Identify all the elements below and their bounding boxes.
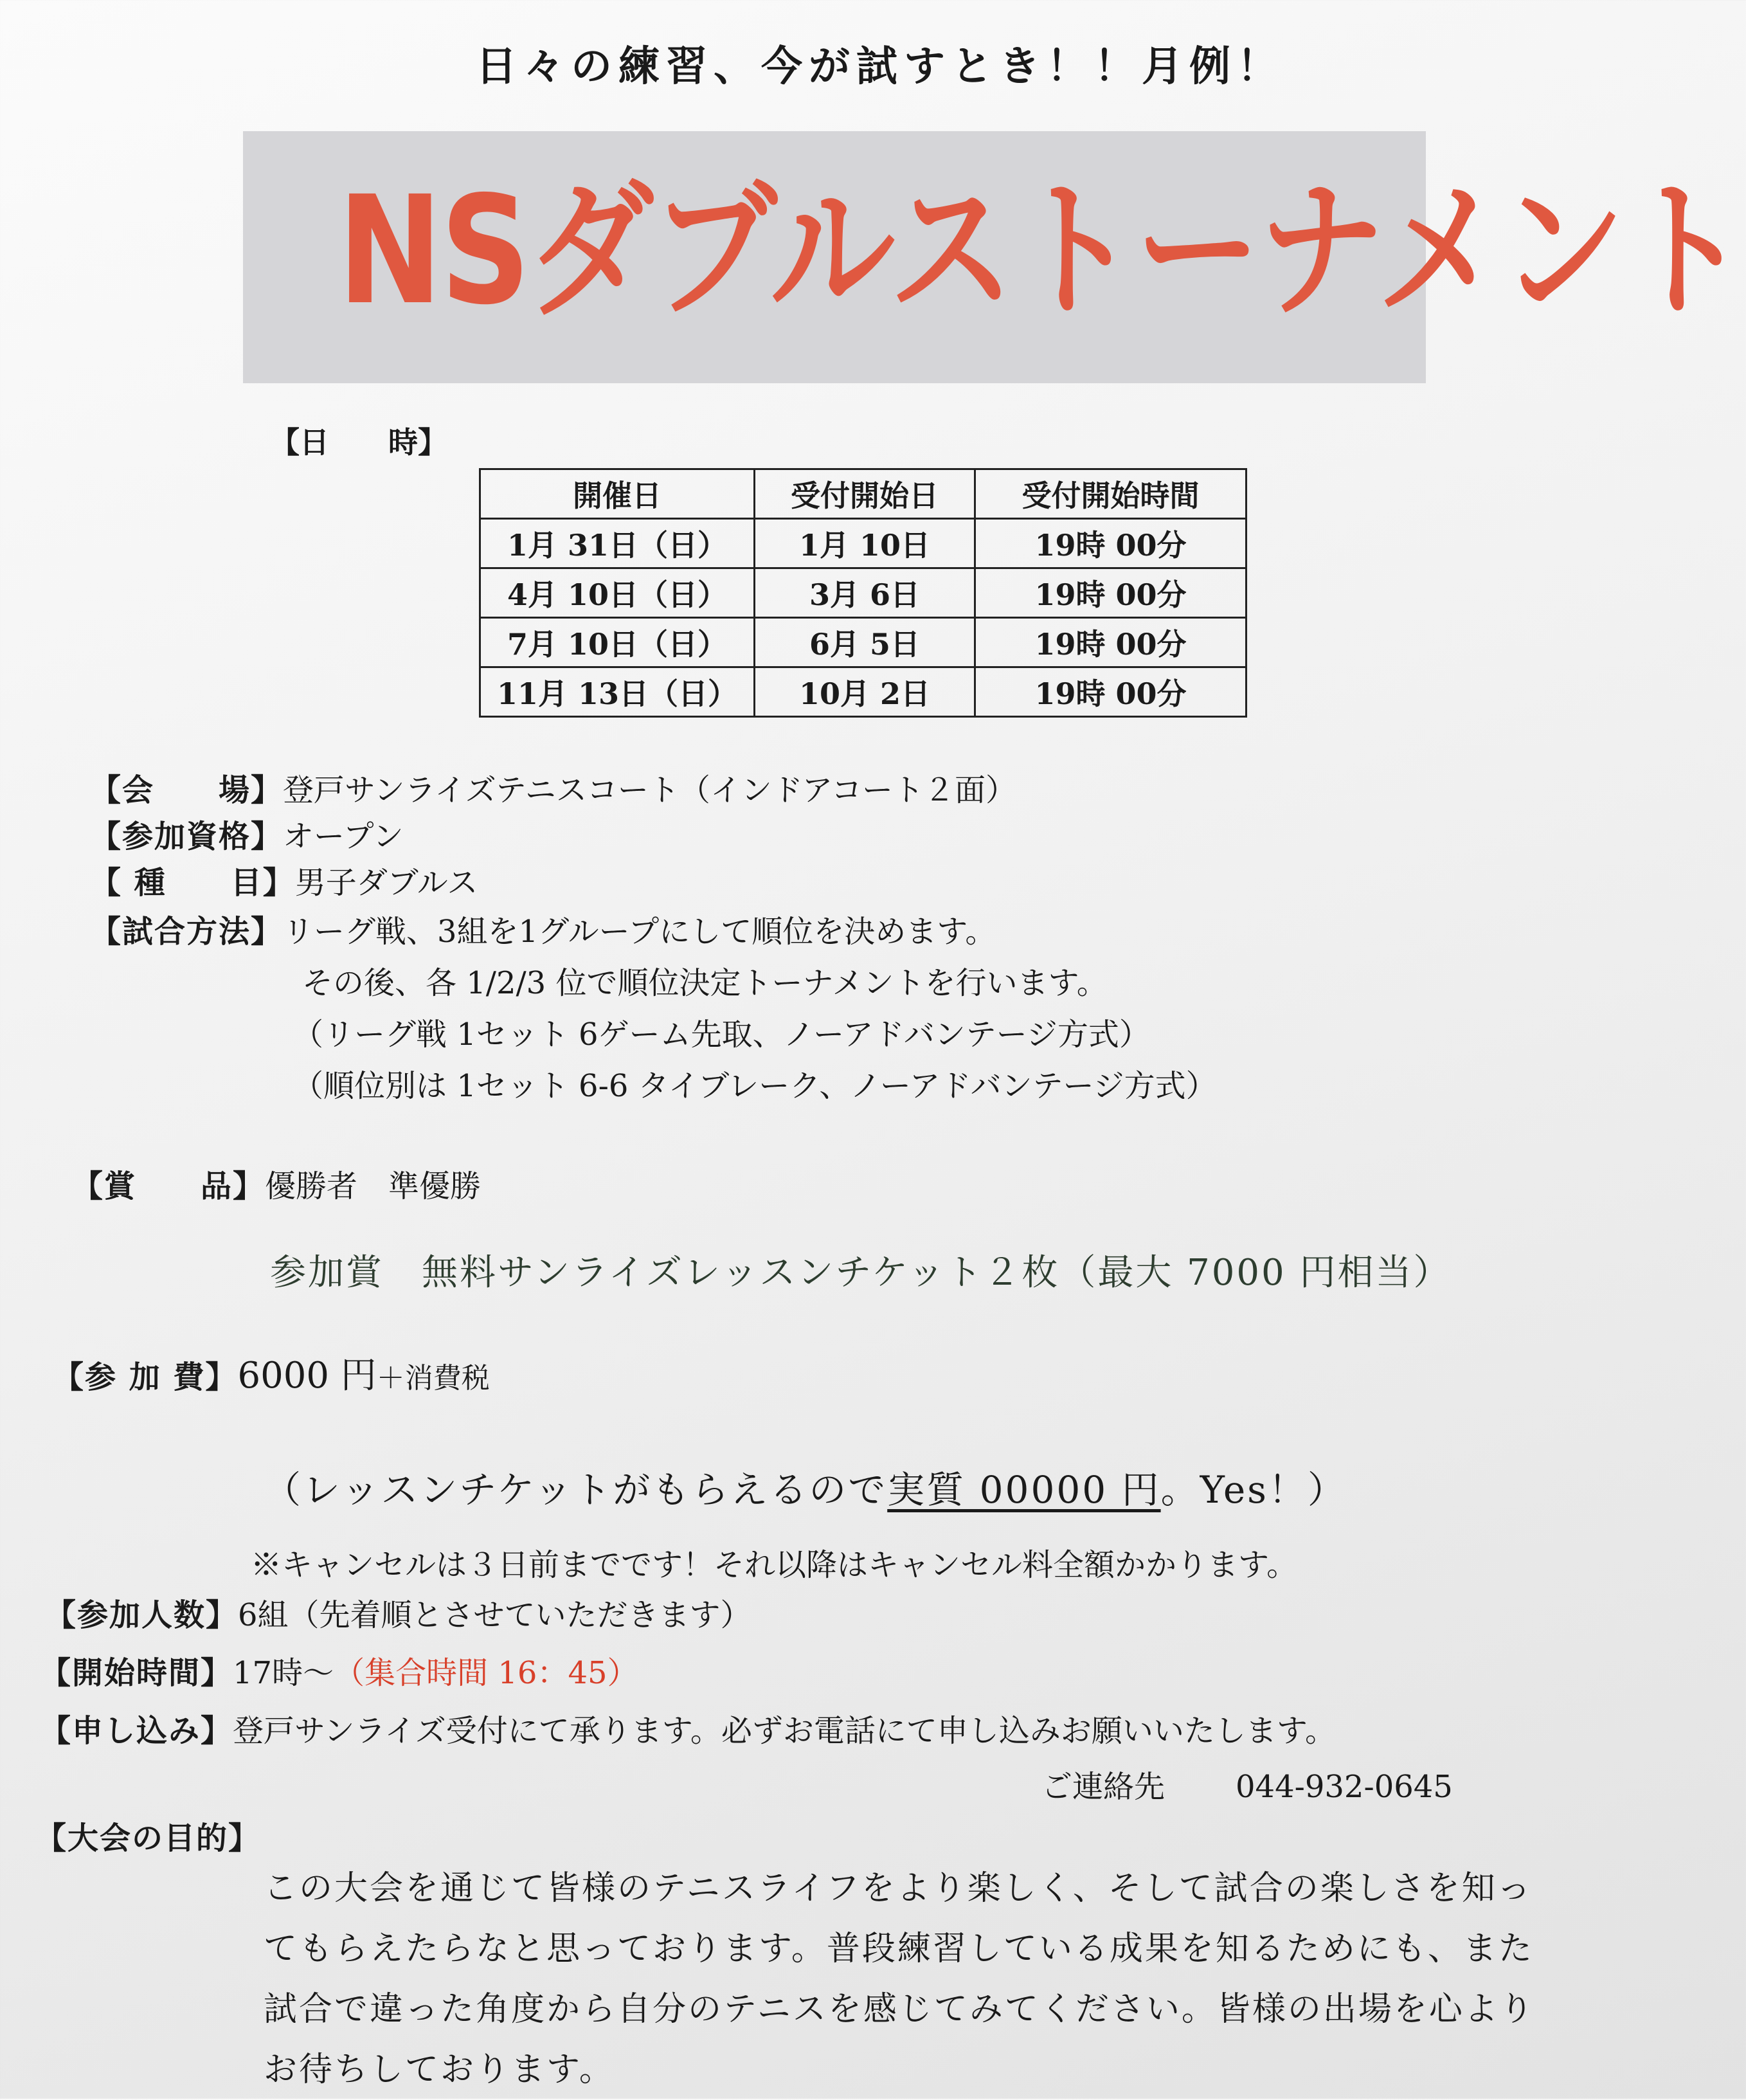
header-reception-date: 受付開始日: [755, 469, 975, 519]
start-time-value: 17時〜: [233, 1655, 334, 1691]
cell-reception-time: 19時 00分: [975, 519, 1246, 568]
cell-reception-date: 3月 6日: [755, 568, 975, 618]
participants-value: 6組（先着順とさせていただきます）: [238, 1597, 752, 1633]
table-row: [480, 667, 1246, 717]
format-row: [90, 907, 996, 951]
table-row: [480, 568, 1246, 618]
venue-value: 登戸サンライズテニスコート（インドアコート２面）: [283, 772, 1016, 808]
format-line-2: その後、各 1/2/3 位で順位決定トーナメントを行います。: [302, 965, 1108, 1001]
application-value: 登戸サンライズ受付にて承ります。必ずお電話にて申し込みお願いいたします。: [233, 1713, 1336, 1749]
format-label: 【試合方法】: [90, 914, 284, 950]
eligibility-row: [90, 811, 404, 856]
header-reception-time: 受付開始時間: [975, 469, 1246, 519]
table-row: [480, 519, 1246, 568]
event-row: [90, 858, 478, 902]
cell-reception-date: 6月 5日: [755, 618, 975, 667]
cell-reception-date: 10月 2日: [755, 667, 975, 717]
participation-prize: 参加賞 無料サンライズレッスンチケット２枚（最大 7000 円相当）: [270, 1252, 1452, 1294]
participants-row: [45, 1590, 752, 1634]
contact-row: [1041, 1762, 1453, 1806]
tagline: 日々の練習、今が試すとき！！月例！: [476, 43, 1284, 91]
venue-label: 【会 場】: [90, 772, 284, 808]
application-label: 【申し込み】: [40, 1713, 233, 1749]
fee-note-underlined: 実質 00000 円: [887, 1468, 1161, 1512]
contact-label: ご連絡先: [1041, 1769, 1166, 1805]
schedule-table: [479, 468, 1247, 718]
title-banner: [243, 131, 1746, 383]
prizes-label: 【賞 品】: [72, 1168, 266, 1204]
header-date: 開催日: [480, 469, 755, 519]
fee-row: [53, 1347, 490, 1398]
eligibility-value: オープン: [283, 819, 404, 855]
cell-reception-time: 19時 00分: [975, 667, 1246, 717]
eligibility-label: 【参加資格】: [90, 819, 284, 855]
format-line-4: （順位別は 1セット 6-6 タイブレーク、ノーアドバンテージ方式）: [292, 1068, 1217, 1104]
fee-label: 【参 加 費】: [53, 1359, 238, 1395]
format-line-3: （リーグ戦 1セット 6ゲーム先取、ノーアドバンテージ方式）: [292, 1017, 1150, 1053]
cell-date: 7月 10日（日）: [480, 618, 755, 667]
fee-amount: 6000 円: [237, 1355, 377, 1397]
purpose-label: 【大会の目的】: [35, 1820, 261, 1856]
venue-row: [90, 765, 1016, 810]
fee-note: [264, 1460, 1347, 1514]
event-label: 【 種 目】: [90, 865, 295, 901]
page-title: NSダブルストーナメント: [338, 164, 1746, 338]
event-value: 男子ダブルス: [294, 865, 478, 901]
start-time-row: [40, 1648, 638, 1692]
fee-note-before: （レッスンチケットがもらえるので: [264, 1468, 888, 1512]
cell-reception-time: 19時 00分: [975, 618, 1246, 667]
application-row: [40, 1706, 1336, 1750]
cancel-note: ※キャンセルは３日前までです！それ以降はキャンセル料全額かかります。: [251, 1547, 1298, 1583]
participants-label: 【参加人数】: [45, 1597, 239, 1633]
fee-tax: ＋消費税: [376, 1362, 490, 1395]
table-row: [480, 618, 1246, 667]
cell-date: 11月 13日（日）: [480, 667, 755, 717]
purpose-text: この大会を通じて皆様のテニスライフをより楽しく、そして試合の楽しさを知ってもらえたらなと思っております。普段練習している成果を知るためにも、また試合で違った角度から自分のテニスを感じてみてください。皆様の出場を心よりお待ちしております。: [264, 1869, 1535, 2089]
cell-reception-date: 1月 10日: [755, 519, 975, 568]
format-line-1: リーグ戦、3組を1グループにして順位を決めます。: [283, 914, 996, 950]
datetime-label: 【日 時】: [270, 425, 447, 460]
prizes-row: [72, 1161, 481, 1206]
fee-note-after: 。Yes！）: [1160, 1468, 1347, 1512]
table-header-row: [480, 469, 1246, 519]
prizes-value: 優勝者 準優勝: [265, 1168, 482, 1204]
cell-date: 4月 10日（日）: [480, 568, 755, 618]
contact-phone: 044-932-0645: [1236, 1769, 1453, 1805]
start-time-label: 【開始時間】: [40, 1655, 233, 1691]
cell-reception-time: 19時 00分: [975, 568, 1246, 618]
gather-time: （集合時間 16：45）: [334, 1655, 638, 1691]
cell-date: 1月 31日（日）: [480, 519, 755, 568]
